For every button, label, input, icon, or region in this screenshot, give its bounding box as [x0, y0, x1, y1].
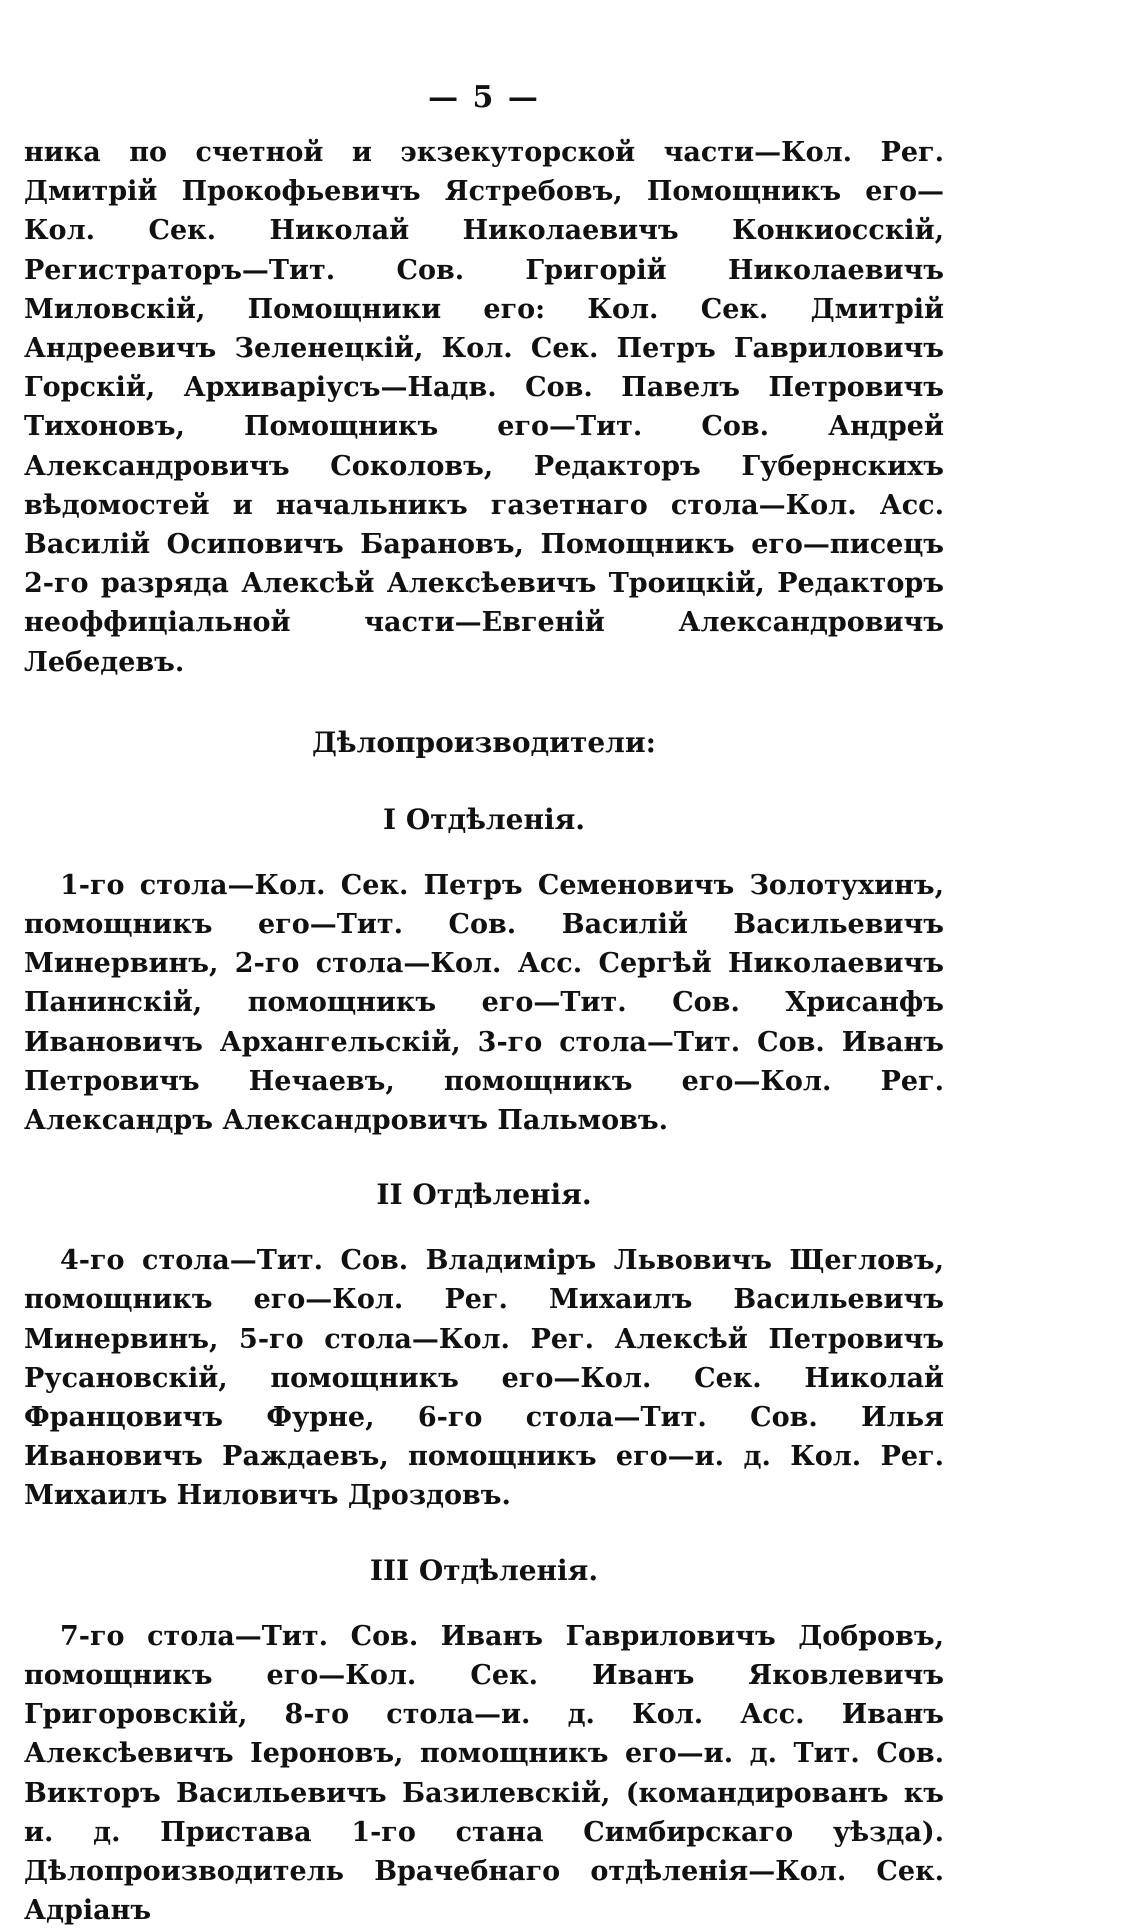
- section-3-text: 7-го стола—Тит. Сов. Иванъ Гавриловичъ Добровъ, помощникъ его—Кол. Сек. Иванъ Яковлевичъ Григоровскій, 8-го стола—и. д. Кол. Асс. Иванъ Алексѣевичъ Іероновъ, помощникъ его—и. д. Тит. Сов. Викторъ Васильевичъ Базилевскій, (командированъ къ и. д. Пристава 1-го стана Симбирскаго уѣзда). Дѣлопроизводитель Врачебнаго отдѣленія—Кол. Сек. Адріанъ: [24, 1620, 944, 1927]
- section-2-text: 4-го стола—Тит. Сов. Владиміръ Львовичъ Щегловъ, помощникъ его—Кол. Рег. Михаилъ Васильевичъ Минервинъ, 5-го стола—Кол. Рег. Алексѣй Петровичъ Русановскій, помощникъ его—Кол. Сек. Николай Францовичъ Фурне, 6-го стола—Тит. Сов. Илья Ивановичъ Раждаевъ, помощникъ его—и. д. Кол. Рег. Михаилъ Ниловичъ Дроздовъ.: [24, 1245, 944, 1512]
- page: [24, 80, 944, 1930]
- section-1-text: 1-го стола—Кол. Сек. Петръ Семеновичъ Золотухинъ, помощникъ его—Тит. Сов. Василій Васильевичъ Минервинъ, 2-го стола—Кол. Асс. Сергѣй Николаевичъ Панинскій, помощникъ его—Тит. Сов. Хрисанфъ Ивановичъ Архангельскій, 3-го стола—Тит. Сов. Иванъ Петровичъ Нечаевъ, помощникъ его—Кол. Рег. Александръ Александровичъ Пальмовъ.: [24, 869, 944, 1137]
- clerks-heading: Дѣлопроизводители:: [312, 725, 656, 759]
- page-number: — 5 —: [428, 80, 540, 115]
- section-2-heading: II Отдѣленія.: [376, 1178, 592, 1212]
- section-1-heading: I Отдѣленія.: [382, 802, 586, 836]
- section-3-heading: III Отдѣленія.: [369, 1553, 599, 1587]
- intro-paragraph: ника по счетной и экзекуторской части—Кол. Рег. Дмитрій Прокофьевичъ Ястребовъ, Помощникъ его—Кол. Сек. Николай Николаевичъ Конкиосскій, Регистраторъ—Тит. Сов. Григорій Николаевичъ Миловскій, Помощники его: Кол. Сек. Дмитрій Андреевичъ Зеленецкій, Кол. Сек. Петръ Гавриловичъ Горскій, Архиваріусъ—Надв. Сов. Павелъ Петровичъ Тихоновъ, Помощникъ его—Тит. Сов. Андрей Александровичъ Соколовъ, Редакторъ Губернскихъ вѣдомостей и начальникъ газетнаго стола—Кол. Асс. Василій Осиповичъ Барановъ, Помощникъ его—писецъ 2-го разряда Алексѣй Алексѣевичъ Троицкій, Редакторъ неоффиціальной части—Евгеній Александровичъ Лебедевъ.: [24, 137, 944, 678]
